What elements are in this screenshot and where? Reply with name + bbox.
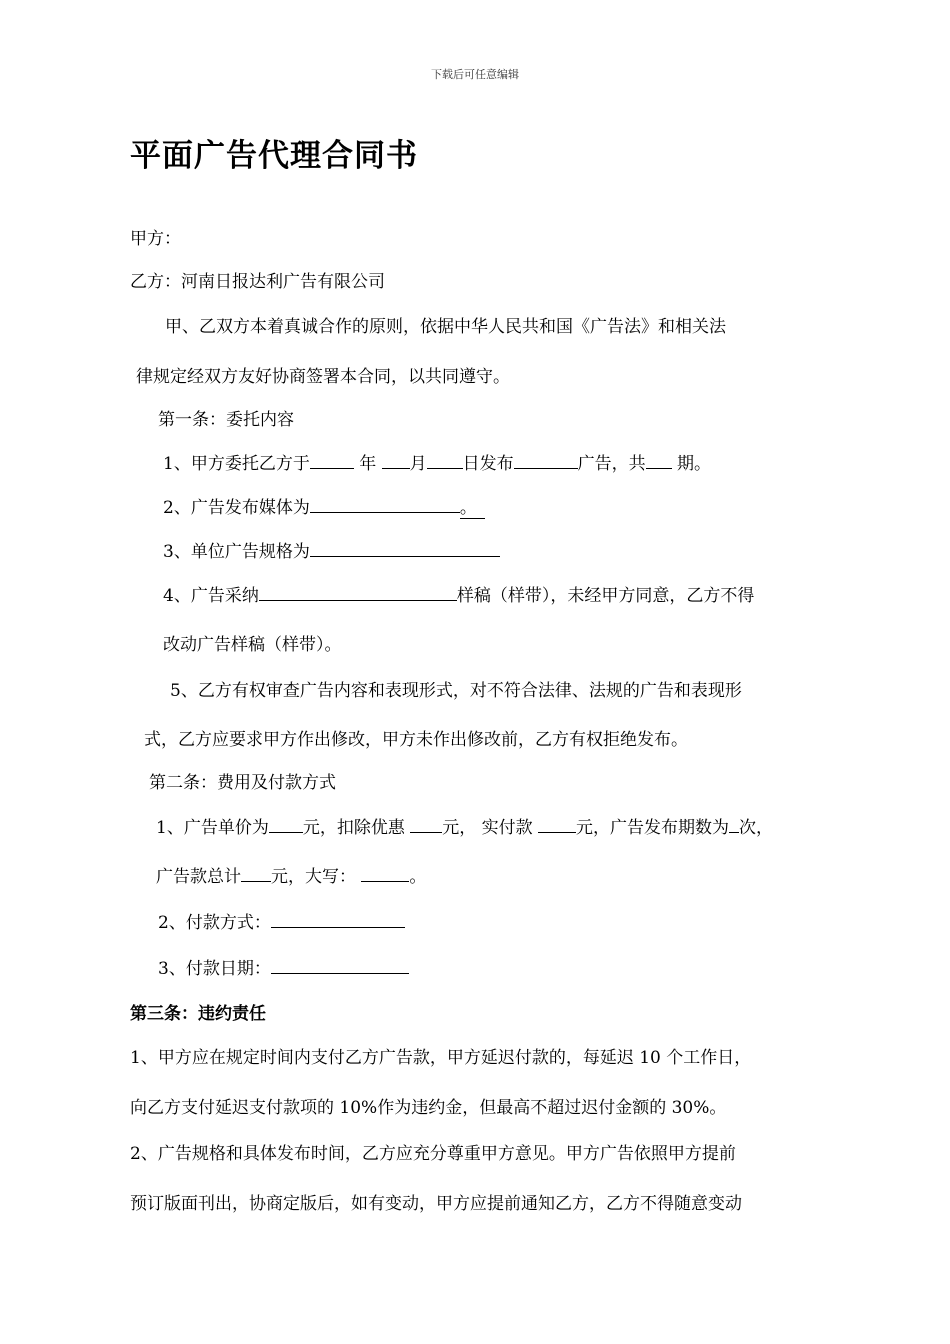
document-title: 平面广告代理合同书 [130,138,418,174]
blank-media [310,497,460,513]
article-1-item-5-line-1: 5、乙方有权审查广告内容和表现形式，对不符合法律、法规的广告和表现形 [170,681,742,701]
article-1-item-2 [163,497,485,519]
header-note: 下载后可任意编辑 [431,68,519,81]
item-text: 1、甲方委托乙方于 [163,454,310,474]
blank-issues [646,453,672,469]
article-3-heading: 第三条：违约责任 [130,1004,266,1024]
blank-spec [310,541,500,557]
blank-paid [538,817,576,833]
blank-times [729,817,739,833]
item-text: 次， [739,818,774,838]
item-text: 2、付款方式： [158,913,271,933]
article-3-item-1-line-1: 1、甲方应在规定时间内支付乙方广告款，甲方延迟付款的，每延迟 10 个工作日， [130,1048,752,1068]
item-text: 3、付款日期： [158,959,271,979]
party-a-line: 甲方： [130,229,181,249]
blank-in-words [361,866,409,882]
item-text: 样稿（样带），未经甲方同意，乙方不得 [456,586,755,606]
item-text: 月 [409,454,427,474]
item-text: 。 [460,498,485,519]
blank-month [382,453,410,469]
item-text: 2、广告发布媒体为 [163,498,310,518]
item-text: 元， 实付款 [442,818,533,838]
article-1-item-1 [163,453,711,475]
blank-discount [410,817,442,833]
item-text: 3、单位广告规格为 [163,542,310,562]
item-text: 元，扣除优惠 [302,818,405,838]
item-text: 1、广告单价为 [156,818,269,838]
article-1-item-4 [163,585,754,607]
article-3-item-1-line-2: 向乙方支付延迟支付款项的 10%作为违约金，但最高不超过迟付金额的 30%。 [130,1098,727,1118]
blank-total [241,866,271,882]
blank-day [427,453,463,469]
blank-payment-date [271,958,409,974]
item-text: 元，大写： [271,867,356,887]
party-b-line: 乙方：河南日报达利广告有限公司 [130,272,385,292]
blank-unit-price [269,817,303,833]
article-3-item-2-line-2: 预订版面刊出，协商定版后，如有变动，甲方应提前通知乙方，乙方不得随意变动 [130,1194,742,1214]
item-text: 元，广告发布期数为 [576,818,730,838]
preamble-line-1: 甲、乙双方本着真诚合作的原则，依据中华人民共和国《广告法》和相关法 [165,317,726,337]
item-text: 。 [409,867,427,887]
article-2-item-1-cont [156,866,426,888]
item-text: 日发布 [462,454,514,474]
item-text: 广告款总计 [156,867,241,887]
article-1-heading: 第一条：委托内容 [158,410,294,430]
item-text: 年 [359,454,377,474]
article-2-item-3 [158,958,409,980]
article-1-item-4-cont: 改动广告样稿（样带）。 [163,635,342,655]
article-1-item-3 [163,541,500,563]
article-2-heading: 第二条：费用及付款方式 [149,773,336,793]
article-3-item-2-line-1: 2、广告规格和具体发布时间，乙方应充分尊重甲方意见。甲方广告依照甲方提前 [130,1144,736,1164]
blank-sample [259,585,457,601]
item-text: 期。 [677,454,712,474]
article-1-item-5-line-2: 式，乙方应要求甲方作出修改，甲方未作出修改前，乙方有权拒绝发布。 [144,730,688,750]
blank-payment-method [271,912,405,928]
blank-year [310,453,354,469]
blank-ad-name [514,453,578,469]
item-text: 4、广告采纳 [163,586,259,606]
article-2-item-2 [158,912,405,934]
preamble-line-2: 律规定经双方友好协商签署本合同，以共同遵守。 [136,367,510,387]
item-text: 广告，共 [577,454,646,474]
article-2-item-1 [156,817,773,839]
